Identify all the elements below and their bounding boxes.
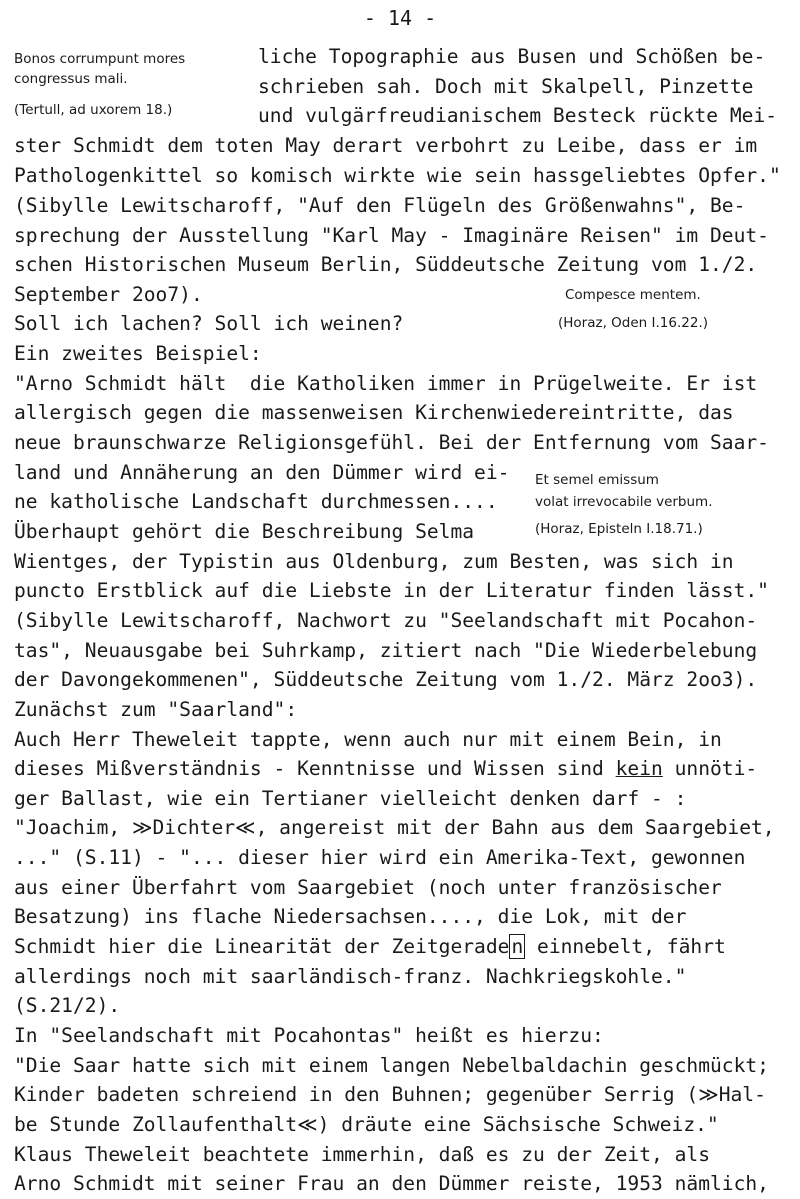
text-line-37: be Stunde Zollaufenthalt≪) dräute eine Sächsische Schweiz." (14, 1113, 719, 1136)
text-line-27: "Joachim, ≫Dichter≪, angereist mit der Bahn aus dem Saargebiet, (14, 816, 775, 839)
margin-note-compesce-source: (Horaz, Oden I.16.22.) (558, 315, 708, 331)
text-line-16: ne katholische Landschaft durchmessen.... (14, 490, 498, 513)
text-line-25-start: dieses Mißverständnis - Kenntnisse und Wissen sind (14, 757, 616, 780)
text-line-31 (14, 934, 726, 960)
text-line-6: (Sibylle Lewitscharoff, "Auf den Flügeln des Größenwahns", Be- (14, 194, 746, 217)
text-line-34: In "Seelandschaft mit Pocahontas" heißt es hierzu: (14, 1024, 604, 1047)
text-line-38: Klaus Theweleit beachtete immerhin, daß es zu der Zeit, als (14, 1143, 710, 1166)
text-line-26: ger Ballast, wie ein Tertianer vielleicht denken darf - : (14, 787, 687, 810)
text-line-29: aus einer Überfahrt vom Saargebiet (noch unter französischer (14, 876, 722, 899)
text-line-36: Kinder badeten schreiend in den Buhnen; gegenüber Serrig (≫Hal- (14, 1083, 766, 1106)
text-line-20: (Sibylle Lewitscharoff, Nachwort zu "Seelandschaft mit Pocahon- (14, 609, 758, 632)
text-line-19: puncto Erstblick auf die Liebste in der Literatur finden lässt." (14, 579, 769, 602)
text-line-9: September 2oo7). (14, 283, 203, 306)
text-line-3: und vulgärfreudianischem Besteck rückte Mei- (258, 104, 778, 127)
margin-note-compesce-line-1: Compesce mentem. (565, 287, 701, 303)
text-line-35: "Die Saar hatte sich mit einem langen Nebelbaldachin geschmückt; (14, 1054, 769, 1077)
margin-note-semel-source: (Horaz, Episteln I.18.71.) (535, 521, 703, 537)
text-line-39: Arno Schmidt mit seiner Frau an den Dümmer reiste, 1953 nämlich, (14, 1172, 769, 1195)
text-line-12: "Arno Schmidt hält die Katholiken immer in Prügelweite. Er ist (14, 372, 758, 395)
boxed-letter-n: n (511, 935, 524, 958)
text-line-25-end: unnöti- (662, 757, 758, 780)
text-line-25 (14, 756, 757, 782)
text-line-32: allerdings noch mit saarländisch-franz. Nachkriegskohle." (14, 965, 687, 988)
text-line-5: Pathologenkittel so komisch wirkte wie sein hassgeliebtes Opfer." (14, 164, 781, 187)
margin-note-bonos-line-1: Bonos corrumpunt mores (14, 51, 186, 67)
text-line-21: tas", Neuausgabe bei Suhrkamp, zitiert nach "Die Wiederbelebung (14, 639, 758, 662)
text-line-18: Wientges, der Typistin aus Oldenburg, zum Besten, was sich in (14, 550, 734, 573)
text-line-7: sprechung der Ausstellung "Karl May - Imaginäre Reisen" im Deut- (14, 224, 769, 247)
text-line-10: Soll ich lachen? Soll ich weinen? (14, 312, 404, 335)
text-line-13: allergisch gegen die massenweisen Kirchenwiedereintritte, das (14, 401, 734, 424)
text-line-15: land und Annäherung an den Dümmer wird ei- (14, 461, 510, 484)
margin-note-bonos-source: (Tertull, ad uxorem 18.) (14, 102, 173, 118)
text-line-31-start: Schmidt hier die Linearität der Zeitgerade (14, 935, 510, 958)
text-line-30: Besatzung) ins flache Niedersachsen...., die Lok, mit der (14, 905, 687, 928)
text-line-11: Ein zweites Beispiel: (14, 342, 262, 365)
text-line-28: ..." (S.11) - "... dieser hier wird ein Amerika-Text, gewonnen (14, 846, 746, 869)
page-number: - 14 - (363, 6, 437, 30)
text-line-14: neue braunschwarze Religionsgefühl. Bei der Entfernung vom Saar- (14, 431, 769, 454)
text-line-23: Zunächst zum "Saarland": (14, 698, 298, 721)
text-line-33: (S.21/2). (14, 994, 121, 1017)
text-line-8: schen Historischen Museum Berlin, Süddeutsche Zeitung vom 1./2. (14, 253, 758, 276)
text-line-22: der Davongekommenen", Süddeutsche Zeitung vom 1./2. März 2oo3). (14, 668, 758, 691)
text-line-31-end: einnebelt, fährt (525, 935, 726, 958)
underlined-word-kein: kein (615, 757, 663, 780)
margin-note-bonos-line-2: congressus mali. (14, 71, 128, 87)
text-line-1: liche Topographie aus Busen und Schößen be- (258, 45, 766, 68)
text-line-24: Auch Herr Theweleit tappte, wenn auch nur mit einem Bein, in (14, 728, 722, 751)
text-line-2: schrieben sah. Doch mit Skalpell, Pinzette (258, 75, 754, 98)
margin-note-semel-line-2: volat irrevocabile verbum. (535, 494, 713, 510)
text-line-4: ster Schmidt dem toten May derart verbohrt zu Leibe, dass er im (14, 134, 758, 157)
text-line-17: Überhaupt gehört die Beschreibung Selma (14, 520, 475, 543)
margin-note-semel-line-1: Et semel emissum (535, 472, 659, 488)
